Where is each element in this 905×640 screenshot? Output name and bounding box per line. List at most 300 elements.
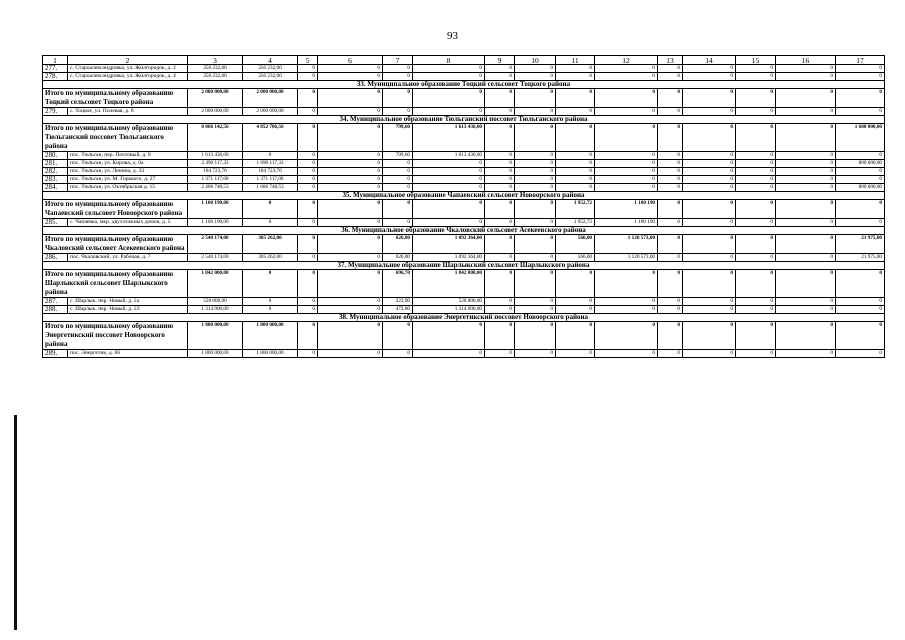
value-cell-col-11: 566,00 — [556, 254, 595, 262]
total-label: Итого по муниципальному образованию Тоцкий сельсовет Тоцкого района — [43, 89, 188, 108]
value-cell-col-14: 0 — [683, 160, 736, 168]
value-cell-col-17: 0 — [836, 152, 885, 160]
value-cell-col-9: 0 — [485, 235, 515, 254]
value-cell-col-12: 0 — [595, 350, 658, 358]
address-row — [43, 160, 885, 168]
value-cell-col-9: 0 — [485, 322, 515, 350]
value-cell-col-15: 0 — [736, 254, 776, 262]
value-cell-col-8: 0 — [413, 219, 485, 227]
value-cell-col-4: 1 800 000,00 — [243, 350, 298, 358]
value-cell-col-14: 0 — [683, 270, 736, 298]
value-cell-col-7: 0 — [383, 350, 413, 358]
address-row — [43, 306, 885, 314]
value-cell-col-14: 0 — [683, 350, 736, 358]
value-cell-col-17: 0 — [836, 176, 885, 184]
value-cell-col-3: 528 000,00 — [188, 298, 243, 306]
value-cell-col-14: 0 — [683, 65, 736, 73]
value-cell-col-15: 0 — [736, 73, 776, 81]
column-number-cell: 9 — [485, 56, 515, 65]
row-number: 286. — [43, 254, 68, 262]
value-cell-col-12: 0 — [595, 108, 658, 116]
value-cell-col-16: 0 — [776, 254, 836, 262]
value-cell-col-11: 0 — [556, 184, 595, 192]
value-cell-col-3: 1 613 436,00 — [188, 152, 243, 160]
value-cell-col-14: 0 — [683, 124, 736, 152]
value-cell-col-9: 0 — [485, 89, 515, 108]
value-cell-col-5: 0 — [298, 65, 318, 73]
value-cell-col-3: 250 232,00 — [188, 73, 243, 81]
value-cell-col-4: 1 371 117,00 — [243, 176, 298, 184]
value-cell-col-12: 0 — [595, 176, 658, 184]
municipality-section-heading — [43, 192, 885, 200]
column-number-header-row — [43, 56, 885, 65]
municipality-total-row — [43, 124, 885, 152]
value-cell-col-7: 0 — [383, 168, 413, 176]
value-cell-col-12: 0 — [595, 270, 658, 298]
column-number-cell: 8 — [413, 56, 485, 65]
value-cell-col-17: 0 — [836, 270, 885, 298]
value-cell-col-8: 0 — [413, 176, 485, 184]
row-number: 285. — [43, 219, 68, 227]
value-cell-col-15: 0 — [736, 168, 776, 176]
value-cell-col-11: 0 — [556, 65, 595, 73]
value-cell-col-11: 0 — [556, 152, 595, 160]
value-cell-col-9: 0 — [485, 108, 515, 116]
address-cell: с. Чапаевка, мкр. двухэтажных домов, д. 5 — [68, 219, 188, 227]
row-number: 288. — [43, 306, 68, 314]
value-cell-col-11: 0 — [556, 89, 595, 108]
value-cell-col-9: 0 — [485, 65, 515, 73]
value-cell-col-12: 0 — [595, 160, 658, 168]
column-number-cell: 10 — [515, 56, 556, 65]
value-cell-col-15: 0 — [736, 270, 776, 298]
value-cell-col-14: 0 — [683, 219, 736, 227]
value-cell-col-3: 1 800 000,00 — [188, 322, 243, 350]
value-cell-col-10: 0 — [515, 160, 556, 168]
column-number-cell: 2 — [68, 56, 188, 65]
value-cell-col-10: 0 — [515, 124, 556, 152]
value-cell-col-15: 0 — [736, 219, 776, 227]
value-cell-col-16: 0 — [776, 168, 836, 176]
value-cell-col-17: 0 — [836, 108, 885, 116]
value-cell-col-17: 0 — [836, 306, 885, 314]
value-cell-col-3: 250 232,00 — [188, 65, 243, 73]
value-cell-col-7: 0 — [383, 176, 413, 184]
value-cell-col-7: 0 — [383, 160, 413, 168]
municipality-total-row — [43, 270, 885, 298]
value-cell-col-11: 0 — [556, 108, 595, 116]
value-cell-col-13: 0 — [658, 89, 683, 108]
value-cell-col-14: 0 — [683, 298, 736, 306]
value-cell-col-7: 799,60 — [383, 124, 413, 152]
value-cell-col-9: 0 — [485, 306, 515, 314]
value-cell-col-11: 0 — [556, 322, 595, 350]
value-cell-col-17: 0 — [836, 168, 885, 176]
value-cell-col-6: 0 — [318, 270, 383, 298]
value-cell-col-14: 0 — [683, 73, 736, 81]
value-cell-col-8: 1 842 000,00 — [413, 270, 485, 298]
value-cell-col-16: 0 — [776, 108, 836, 116]
value-cell-col-4: 250 232,00 — [243, 73, 298, 81]
value-cell-col-6: 0 — [318, 168, 383, 176]
value-cell-col-5: 0 — [298, 350, 318, 358]
value-cell-col-13: 0 — [658, 73, 683, 81]
row-number: 282. — [43, 168, 68, 176]
value-cell-col-10: 0 — [515, 322, 556, 350]
row-number: 289. — [43, 350, 68, 358]
value-cell-col-6: 0 — [318, 350, 383, 358]
value-cell-col-14: 0 — [683, 184, 736, 192]
value-cell-col-8: 528 000,00 — [413, 298, 485, 306]
value-cell-col-4: 184 723,70 — [243, 168, 298, 176]
row-number: 279. — [43, 108, 68, 116]
value-cell-col-13: 0 — [658, 184, 683, 192]
value-cell-col-17: 800 000,00 — [836, 184, 885, 192]
row-number: 283. — [43, 176, 68, 184]
value-cell-col-5: 0 — [298, 235, 318, 254]
value-cell-col-17: 0 — [836, 200, 885, 219]
value-cell-col-5: 0 — [298, 184, 318, 192]
value-cell-col-9: 0 — [485, 184, 515, 192]
value-cell-col-16: 0 — [776, 124, 836, 152]
value-cell-col-6: 0 — [318, 184, 383, 192]
value-cell-col-17: 0 — [836, 322, 885, 350]
value-cell-col-12: 1 120 573,00 — [595, 235, 658, 254]
section-title: 33. Муниципальное образование Тоцкий сельсовет Тоцкого района — [43, 81, 885, 89]
value-cell-col-3: 2 540 174,00 — [188, 235, 243, 254]
value-cell-col-6: 0 — [318, 254, 383, 262]
value-cell-col-15: 0 — [736, 152, 776, 160]
value-cell-col-4: 4 852 706,56 — [243, 124, 298, 152]
value-cell-col-6: 0 — [318, 160, 383, 168]
value-cell-col-4: 250 232,00 — [243, 65, 298, 73]
value-cell-col-4: 0 — [243, 298, 298, 306]
value-cell-col-8: 0 — [413, 350, 485, 358]
section-title: 35. Муниципальное образование Чапаевский сельсовет Новоорского района — [43, 192, 885, 200]
value-cell-col-14: 0 — [683, 235, 736, 254]
column-number-cell: 11 — [556, 56, 595, 65]
value-cell-col-9: 0 — [485, 200, 515, 219]
value-cell-col-11: 1 952,72 — [556, 219, 595, 227]
total-label: Итого по муниципальному образованию Тюльганский поссовет Тюльганского района — [43, 124, 188, 152]
value-cell-col-12: 1 100 190 — [595, 219, 658, 227]
value-cell-col-13: 0 — [658, 306, 683, 314]
value-cell-col-4: 2 000 000,00 — [243, 89, 298, 108]
row-number: 277. — [43, 65, 68, 73]
value-cell-col-17: 1 600 000,00 — [836, 124, 885, 152]
municipality-total-row — [43, 89, 885, 108]
value-cell-col-3: 2 000 000,00 — [188, 89, 243, 108]
value-cell-col-15: 0 — [736, 306, 776, 314]
value-cell-col-5: 0 — [298, 89, 318, 108]
address-cell: пос. Тюльган, ул. Ленина, д. 33 — [68, 168, 188, 176]
value-cell-col-10: 0 — [515, 219, 556, 227]
value-cell-col-7: 0 — [383, 219, 413, 227]
value-cell-col-10: 0 — [515, 254, 556, 262]
value-cell-col-10: 0 — [515, 168, 556, 176]
total-label: Итого по муниципальному образованию Чапаевский сельсовет Новоорского района — [43, 200, 188, 219]
value-cell-col-14: 0 — [683, 306, 736, 314]
value-cell-col-12: 0 — [595, 89, 658, 108]
value-cell-col-8: 0 — [413, 168, 485, 176]
value-cell-col-11: 0 — [556, 124, 595, 152]
value-cell-col-16: 0 — [776, 65, 836, 73]
value-cell-col-15: 0 — [736, 89, 776, 108]
section-title: 34. Муниципальное образование Тюльганский поссовет Тюльганского района — [43, 116, 885, 124]
municipality-section-heading — [43, 81, 885, 89]
value-cell-col-3: 2 540 174,00 — [188, 254, 243, 262]
value-cell-col-11: 0 — [556, 270, 595, 298]
value-cell-col-6: 0 — [318, 152, 383, 160]
value-cell-col-12: 1 100 190 — [595, 200, 658, 219]
value-cell-col-12: 0 — [595, 298, 658, 306]
value-cell-col-11: 0 — [556, 298, 595, 306]
value-cell-col-14: 0 — [683, 200, 736, 219]
value-cell-col-6: 0 — [318, 124, 383, 152]
value-cell-col-5: 0 — [298, 219, 318, 227]
value-cell-col-9: 0 — [485, 176, 515, 184]
value-cell-col-17: 0 — [836, 73, 885, 81]
value-cell-col-17: 0 — [836, 89, 885, 108]
page-number: 93 — [447, 30, 458, 42]
value-cell-col-7: 0 — [383, 108, 413, 116]
value-cell-col-10: 0 — [515, 73, 556, 81]
value-cell-col-7: 0 — [383, 89, 413, 108]
value-cell-col-9: 0 — [485, 254, 515, 262]
value-cell-col-13: 0 — [658, 235, 683, 254]
value-cell-col-3: 1 314 000,00 — [188, 306, 243, 314]
value-cell-col-11: 0 — [556, 160, 595, 168]
value-cell-col-9: 0 — [485, 219, 515, 227]
value-cell-col-17: 0 — [836, 219, 885, 227]
value-cell-col-16: 0 — [776, 219, 836, 227]
value-cell-col-13: 0 — [658, 350, 683, 358]
value-cell-col-8: 0 — [413, 200, 485, 219]
value-cell-col-10: 0 — [515, 298, 556, 306]
value-cell-col-17: 0 — [836, 65, 885, 73]
value-cell-col-8: 0 — [413, 322, 485, 350]
address-cell: пос. Тюльган, ул. Кирова, д. 6а — [68, 160, 188, 168]
section-title: 37. Муниципальное образование Шарлыкский сельсовет Шарлыкского района — [43, 262, 885, 270]
value-cell-col-12: 0 — [595, 73, 658, 81]
value-cell-col-6: 0 — [318, 73, 383, 81]
value-cell-col-6: 0 — [318, 322, 383, 350]
value-cell-col-4: 0 — [243, 152, 298, 160]
value-cell-col-3: 1 371 117,00 — [188, 176, 243, 184]
value-cell-col-4: 2 000 000,00 — [243, 108, 298, 116]
column-number-cell: 1 — [43, 56, 68, 65]
value-cell-col-4: 0 — [243, 270, 298, 298]
address-row — [43, 350, 885, 358]
value-cell-col-6: 0 — [318, 235, 383, 254]
row-number: 280. — [43, 152, 68, 160]
row-number: 278. — [43, 73, 68, 81]
value-cell-col-3: 1 842 000,00 — [188, 270, 243, 298]
value-cell-col-14: 0 — [683, 254, 736, 262]
value-cell-col-16: 0 — [776, 298, 836, 306]
value-cell-col-13: 0 — [658, 254, 683, 262]
value-cell-col-3: 2 406 748,53 — [188, 184, 243, 192]
value-cell-col-8: 1 092 364,00 — [413, 254, 485, 262]
value-cell-col-5: 0 — [298, 306, 318, 314]
value-cell-col-15: 0 — [736, 124, 776, 152]
value-cell-col-4: 1 800 000,00 — [243, 322, 298, 350]
value-cell-col-12: 0 — [595, 168, 658, 176]
municipality-total-row — [43, 200, 885, 219]
value-cell-col-14: 0 — [683, 168, 736, 176]
value-cell-col-13: 0 — [658, 124, 683, 152]
value-cell-col-11: 0 — [556, 73, 595, 81]
value-cell-col-15: 0 — [736, 184, 776, 192]
scan-edge-line — [14, 415, 17, 630]
value-cell-col-15: 0 — [736, 298, 776, 306]
value-cell-col-4: 0 — [243, 219, 298, 227]
value-cell-col-13: 0 — [658, 168, 683, 176]
value-cell-col-6: 0 — [318, 219, 383, 227]
value-cell-col-12: 0 — [595, 184, 658, 192]
value-cell-col-12: 0 — [595, 152, 658, 160]
value-cell-col-5: 0 — [298, 298, 318, 306]
address-cell: пос. Тюльган, ул. Октябрьская д. 15 — [68, 184, 188, 192]
address-cell: пос. Энергетик, д. 66 — [68, 350, 188, 358]
address-row — [43, 219, 885, 227]
value-cell-col-4: 305 262,00 — [243, 254, 298, 262]
housing-registry-table — [42, 55, 885, 358]
value-cell-col-8: 1 314 000,00 — [413, 306, 485, 314]
column-number-cell: 12 — [595, 56, 658, 65]
municipality-total-row — [43, 235, 885, 254]
value-cell-col-7: 696,70 — [383, 270, 413, 298]
value-cell-col-11: 566,00 — [556, 235, 595, 254]
value-cell-col-12: 0 — [595, 306, 658, 314]
value-cell-col-10: 0 — [515, 65, 556, 73]
value-cell-col-8: 1 092 364,00 — [413, 235, 485, 254]
value-cell-col-16: 0 — [776, 184, 836, 192]
address-cell: с. Шарлык, пер. Новый, д. 2а — [68, 298, 188, 306]
value-cell-col-15: 0 — [736, 176, 776, 184]
value-cell-col-13: 0 — [658, 219, 683, 227]
value-cell-col-5: 0 — [298, 322, 318, 350]
column-number-cell: 5 — [298, 56, 318, 65]
value-cell-col-16: 0 — [776, 176, 836, 184]
value-cell-col-15: 0 — [736, 65, 776, 73]
value-cell-col-3: 2 490 117,33 — [188, 160, 243, 168]
column-number-cell: 13 — [658, 56, 683, 65]
value-cell-col-10: 0 — [515, 89, 556, 108]
address-cell: с. Староалександровка, ул. Жилгородок, д. 2 — [68, 65, 188, 73]
value-cell-col-10: 0 — [515, 270, 556, 298]
address-row — [43, 152, 885, 160]
row-number: 281. — [43, 160, 68, 168]
value-cell-col-16: 0 — [776, 270, 836, 298]
column-number-cell: 17 — [836, 56, 885, 65]
value-cell-col-5: 0 — [298, 168, 318, 176]
value-cell-col-12: 0 — [595, 322, 658, 350]
value-cell-col-13: 0 — [658, 200, 683, 219]
value-cell-col-8: 1 613 436,00 — [413, 124, 485, 152]
value-cell-col-12: 0 — [595, 65, 658, 73]
value-cell-col-6: 0 — [318, 306, 383, 314]
value-cell-col-9: 0 — [485, 124, 515, 152]
row-number: 284. — [43, 184, 68, 192]
column-number-cell: 16 — [776, 56, 836, 65]
value-cell-col-16: 0 — [776, 322, 836, 350]
value-cell-col-16: 0 — [776, 73, 836, 81]
value-cell-col-11: 1 952,72 — [556, 200, 595, 219]
total-label: Итого по муниципальному образованию Энергетикский поссовет Новоорского района — [43, 322, 188, 350]
value-cell-col-16: 0 — [776, 160, 836, 168]
column-number-cell: 7 — [383, 56, 413, 65]
value-cell-col-14: 0 — [683, 89, 736, 108]
column-number-cell: 4 — [243, 56, 298, 65]
value-cell-col-16: 0 — [776, 200, 836, 219]
value-cell-col-10: 0 — [515, 200, 556, 219]
column-number-cell: 3 — [188, 56, 243, 65]
value-cell-col-16: 0 — [776, 152, 836, 160]
value-cell-col-10: 0 — [515, 235, 556, 254]
value-cell-col-14: 0 — [683, 176, 736, 184]
value-cell-col-17: 800 000,00 — [836, 160, 885, 168]
value-cell-col-15: 0 — [736, 200, 776, 219]
address-cell: с. Староалександровка, ул. Жилгородок, д. 4 — [68, 73, 188, 81]
value-cell-col-10: 0 — [515, 108, 556, 116]
value-cell-col-7: 0 — [383, 65, 413, 73]
value-cell-col-8: 0 — [413, 108, 485, 116]
value-cell-col-7: 472,80 — [383, 306, 413, 314]
value-cell-col-13: 0 — [658, 160, 683, 168]
municipality-section-heading — [43, 227, 885, 235]
value-cell-col-6: 0 — [318, 176, 383, 184]
value-cell-col-5: 0 — [298, 200, 318, 219]
address-cell: с. Тоцкое, ул. Полевая, д. 8 — [68, 108, 188, 116]
municipality-section-heading — [43, 314, 885, 322]
value-cell-col-8: 0 — [413, 89, 485, 108]
value-cell-col-3: 2 000 000,00 — [188, 108, 243, 116]
value-cell-col-11: 0 — [556, 306, 595, 314]
value-cell-col-15: 0 — [736, 350, 776, 358]
address-cell: пос. Тюльган, ул. М. Горького, д. 27 — [68, 176, 188, 184]
value-cell-col-13: 0 — [658, 298, 683, 306]
address-row — [43, 65, 885, 73]
value-cell-col-4: 1 606 748,53 — [243, 184, 298, 192]
value-cell-col-5: 0 — [298, 124, 318, 152]
value-cell-col-7: 0 — [383, 73, 413, 81]
value-cell-col-8: 0 — [413, 160, 485, 168]
value-cell-col-6: 0 — [318, 108, 383, 116]
row-number: 287. — [43, 298, 68, 306]
value-cell-col-3: 1 100 190,00 — [188, 219, 243, 227]
column-number-cell: 15 — [736, 56, 776, 65]
value-cell-col-11: 0 — [556, 168, 595, 176]
value-cell-col-13: 0 — [658, 322, 683, 350]
total-label: Итого по муниципальному образованию Шарлыкский сельсовет Шарлыкского района — [43, 270, 188, 298]
municipality-section-heading — [43, 262, 885, 270]
value-cell-col-7: 0 — [383, 184, 413, 192]
value-cell-col-5: 0 — [298, 176, 318, 184]
value-cell-col-5: 0 — [298, 73, 318, 81]
value-cell-col-4: 0 — [243, 200, 298, 219]
address-cell: пос. Чкаловский, ул. Рабочая, д. 7 — [68, 254, 188, 262]
total-label: Итого по муниципальному образованию Чкаловский сельсовет Асекеевского района — [43, 235, 188, 254]
value-cell-col-13: 0 — [658, 65, 683, 73]
address-row — [43, 184, 885, 192]
value-cell-col-13: 0 — [658, 270, 683, 298]
value-cell-col-11: 0 — [556, 176, 595, 184]
value-cell-col-16: 0 — [776, 235, 836, 254]
value-cell-col-9: 0 — [485, 270, 515, 298]
value-cell-col-17: 21 975,00 — [836, 254, 885, 262]
section-title: 36. Муниципальное образование Чкаловский сельсовет Асекеевского района — [43, 227, 885, 235]
